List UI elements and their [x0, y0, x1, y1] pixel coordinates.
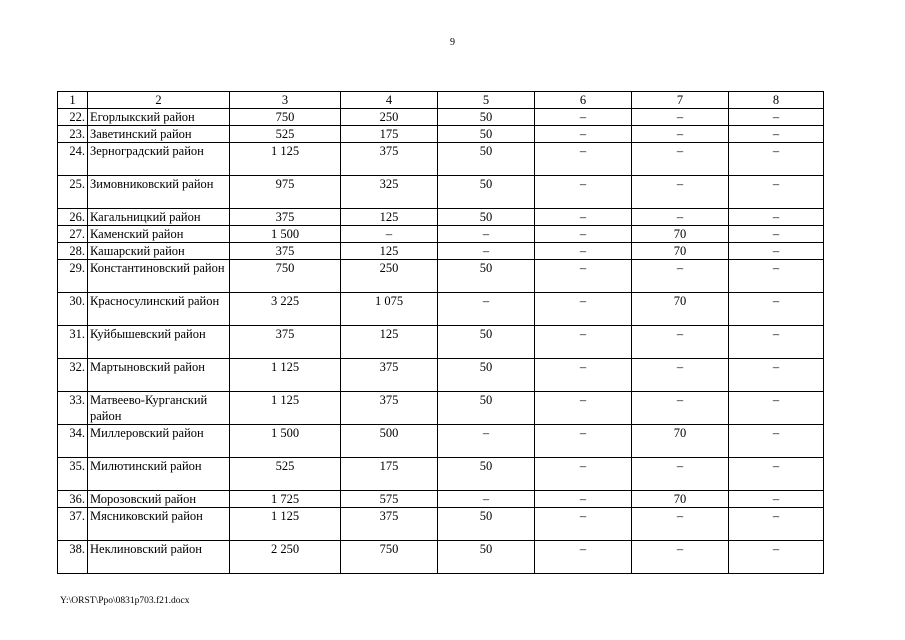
value-cell: –	[729, 126, 824, 143]
row-number: 30.	[58, 293, 88, 326]
table-row	[58, 392, 824, 425]
table-row	[58, 226, 824, 243]
value-cell: –	[535, 126, 632, 143]
value-cell: –	[729, 209, 824, 226]
district-name: Каменский район	[88, 226, 230, 243]
table-row	[58, 425, 824, 458]
value-cell: 50	[438, 541, 535, 574]
value-cell: 50	[438, 392, 535, 425]
value-cell: 125	[341, 243, 438, 260]
table-row	[58, 508, 824, 541]
district-name: Матвеево-Курганский район	[88, 392, 230, 425]
value-cell: –	[729, 109, 824, 126]
value-cell: 1 725	[230, 491, 341, 508]
value-cell: 50	[438, 458, 535, 491]
value-cell: –	[729, 359, 824, 392]
footer-file-path: Y:\ORST\Ppo\0831p703.f21.docx	[60, 596, 190, 606]
table-row	[58, 359, 824, 392]
allocation-table	[57, 91, 824, 574]
value-cell: –	[729, 491, 824, 508]
value-cell: –	[535, 458, 632, 491]
value-cell: –	[535, 359, 632, 392]
value-cell: –	[729, 226, 824, 243]
value-cell: 1 125	[230, 508, 341, 541]
district-name: Мартыновский район	[88, 359, 230, 392]
table-row	[58, 541, 824, 574]
table-header-row	[58, 92, 824, 109]
district-name: Куйбышевский район	[88, 326, 230, 359]
value-cell: 250	[341, 109, 438, 126]
value-cell: –	[341, 226, 438, 243]
value-cell: 70	[632, 226, 729, 243]
district-name: Егорлыкский район	[88, 109, 230, 126]
value-cell: 500	[341, 425, 438, 458]
value-cell: 50	[438, 143, 535, 176]
value-cell: 375	[341, 359, 438, 392]
district-name: Константиновский район	[88, 260, 230, 293]
table-row	[58, 109, 824, 126]
value-cell: –	[632, 359, 729, 392]
value-cell: 50	[438, 260, 535, 293]
value-cell: –	[729, 508, 824, 541]
value-cell: –	[632, 392, 729, 425]
value-cell: 50	[438, 326, 535, 359]
row-number: 23.	[58, 126, 88, 143]
value-cell: 50	[438, 508, 535, 541]
row-number: 34.	[58, 425, 88, 458]
value-cell: 375	[341, 392, 438, 425]
value-cell: 525	[230, 126, 341, 143]
column-header: 4	[341, 92, 438, 109]
value-cell: –	[438, 293, 535, 326]
value-cell: 750	[341, 541, 438, 574]
district-name: Кашарский район	[88, 243, 230, 260]
district-name: Миллеровский район	[88, 425, 230, 458]
value-cell: –	[535, 425, 632, 458]
value-cell: 70	[632, 491, 729, 508]
table-row	[58, 260, 824, 293]
row-number: 38.	[58, 541, 88, 574]
row-number: 33.	[58, 392, 88, 425]
value-cell: 1 500	[230, 425, 341, 458]
value-cell: –	[729, 143, 824, 176]
value-cell: –	[535, 243, 632, 260]
value-cell: –	[632, 541, 729, 574]
value-cell: 525	[230, 458, 341, 491]
column-header: 3	[230, 92, 341, 109]
value-cell: 70	[632, 243, 729, 260]
district-name: Заветинский район	[88, 126, 230, 143]
value-cell: 575	[341, 491, 438, 508]
district-name: Неклиновский район	[88, 541, 230, 574]
row-number: 32.	[58, 359, 88, 392]
row-number: 29.	[58, 260, 88, 293]
table-row	[58, 491, 824, 508]
value-cell: –	[632, 209, 729, 226]
value-cell: 175	[341, 458, 438, 491]
value-cell: –	[729, 425, 824, 458]
value-cell: 3 225	[230, 293, 341, 326]
value-cell: –	[535, 209, 632, 226]
value-cell: –	[729, 326, 824, 359]
value-cell: –	[535, 109, 632, 126]
value-cell: –	[438, 425, 535, 458]
value-cell: –	[632, 508, 729, 541]
table-row	[58, 209, 824, 226]
value-cell: –	[632, 126, 729, 143]
value-cell: 175	[341, 126, 438, 143]
row-number: 27.	[58, 226, 88, 243]
value-cell: –	[729, 392, 824, 425]
table-row	[58, 176, 824, 209]
value-cell: –	[535, 293, 632, 326]
row-number: 35.	[58, 458, 88, 491]
value-cell: 375	[230, 209, 341, 226]
value-cell: 375	[341, 508, 438, 541]
district-name: Милютинский район	[88, 458, 230, 491]
value-cell: –	[438, 243, 535, 260]
value-cell: –	[632, 458, 729, 491]
value-cell: 1 125	[230, 143, 341, 176]
value-cell: 750	[230, 260, 341, 293]
value-cell: –	[632, 176, 729, 209]
value-cell: –	[535, 143, 632, 176]
column-header: 7	[632, 92, 729, 109]
value-cell: –	[729, 176, 824, 209]
district-name: Зимовниковский район	[88, 176, 230, 209]
district-name: Морозовский район	[88, 491, 230, 508]
column-header: 2	[88, 92, 230, 109]
value-cell: –	[535, 392, 632, 425]
value-cell: 70	[632, 425, 729, 458]
value-cell: –	[632, 109, 729, 126]
value-cell: –	[729, 458, 824, 491]
row-number: 22.	[58, 109, 88, 126]
value-cell: 325	[341, 176, 438, 209]
row-number: 31.	[58, 326, 88, 359]
value-cell: 50	[438, 126, 535, 143]
value-cell: 50	[438, 209, 535, 226]
table-row	[58, 458, 824, 491]
value-cell: –	[535, 176, 632, 209]
district-name: Красносулинский район	[88, 293, 230, 326]
value-cell: –	[535, 226, 632, 243]
column-header: 6	[535, 92, 632, 109]
value-cell: –	[729, 243, 824, 260]
value-cell: 125	[341, 326, 438, 359]
value-cell: –	[438, 226, 535, 243]
district-name: Мясниковский район	[88, 508, 230, 541]
value-cell: –	[729, 541, 824, 574]
value-cell: –	[438, 491, 535, 508]
value-cell: 375	[230, 243, 341, 260]
row-number: 26.	[58, 209, 88, 226]
table-row	[58, 326, 824, 359]
value-cell: 50	[438, 176, 535, 209]
value-cell: 750	[230, 109, 341, 126]
value-cell: –	[535, 326, 632, 359]
value-cell: 250	[341, 260, 438, 293]
value-cell: –	[632, 143, 729, 176]
row-number: 36.	[58, 491, 88, 508]
column-header: 1	[58, 92, 88, 109]
value-cell: 375	[230, 326, 341, 359]
value-cell: –	[632, 260, 729, 293]
table-row	[58, 126, 824, 143]
value-cell: 975	[230, 176, 341, 209]
column-header: 8	[729, 92, 824, 109]
value-cell: –	[535, 260, 632, 293]
value-cell: –	[535, 541, 632, 574]
value-cell: 70	[632, 293, 729, 326]
row-number: 25.	[58, 176, 88, 209]
value-cell: 50	[438, 359, 535, 392]
page-number: 9	[450, 37, 455, 48]
value-cell: 125	[341, 209, 438, 226]
value-cell: –	[535, 491, 632, 508]
row-number: 28.	[58, 243, 88, 260]
value-cell: 375	[341, 143, 438, 176]
value-cell: –	[535, 508, 632, 541]
district-name: Кагальницкий район	[88, 209, 230, 226]
row-number: 24.	[58, 143, 88, 176]
table-row	[58, 243, 824, 260]
value-cell: 2 250	[230, 541, 341, 574]
value-cell: –	[729, 293, 824, 326]
value-cell: 1 500	[230, 226, 341, 243]
value-cell: 50	[438, 109, 535, 126]
value-cell: 1 125	[230, 392, 341, 425]
row-number: 37.	[58, 508, 88, 541]
district-name: Зерноградский район	[88, 143, 230, 176]
value-cell: 1 075	[341, 293, 438, 326]
table-row	[58, 143, 824, 176]
value-cell: –	[632, 326, 729, 359]
value-cell: –	[729, 260, 824, 293]
value-cell: 1 125	[230, 359, 341, 392]
column-header: 5	[438, 92, 535, 109]
table-row	[58, 293, 824, 326]
